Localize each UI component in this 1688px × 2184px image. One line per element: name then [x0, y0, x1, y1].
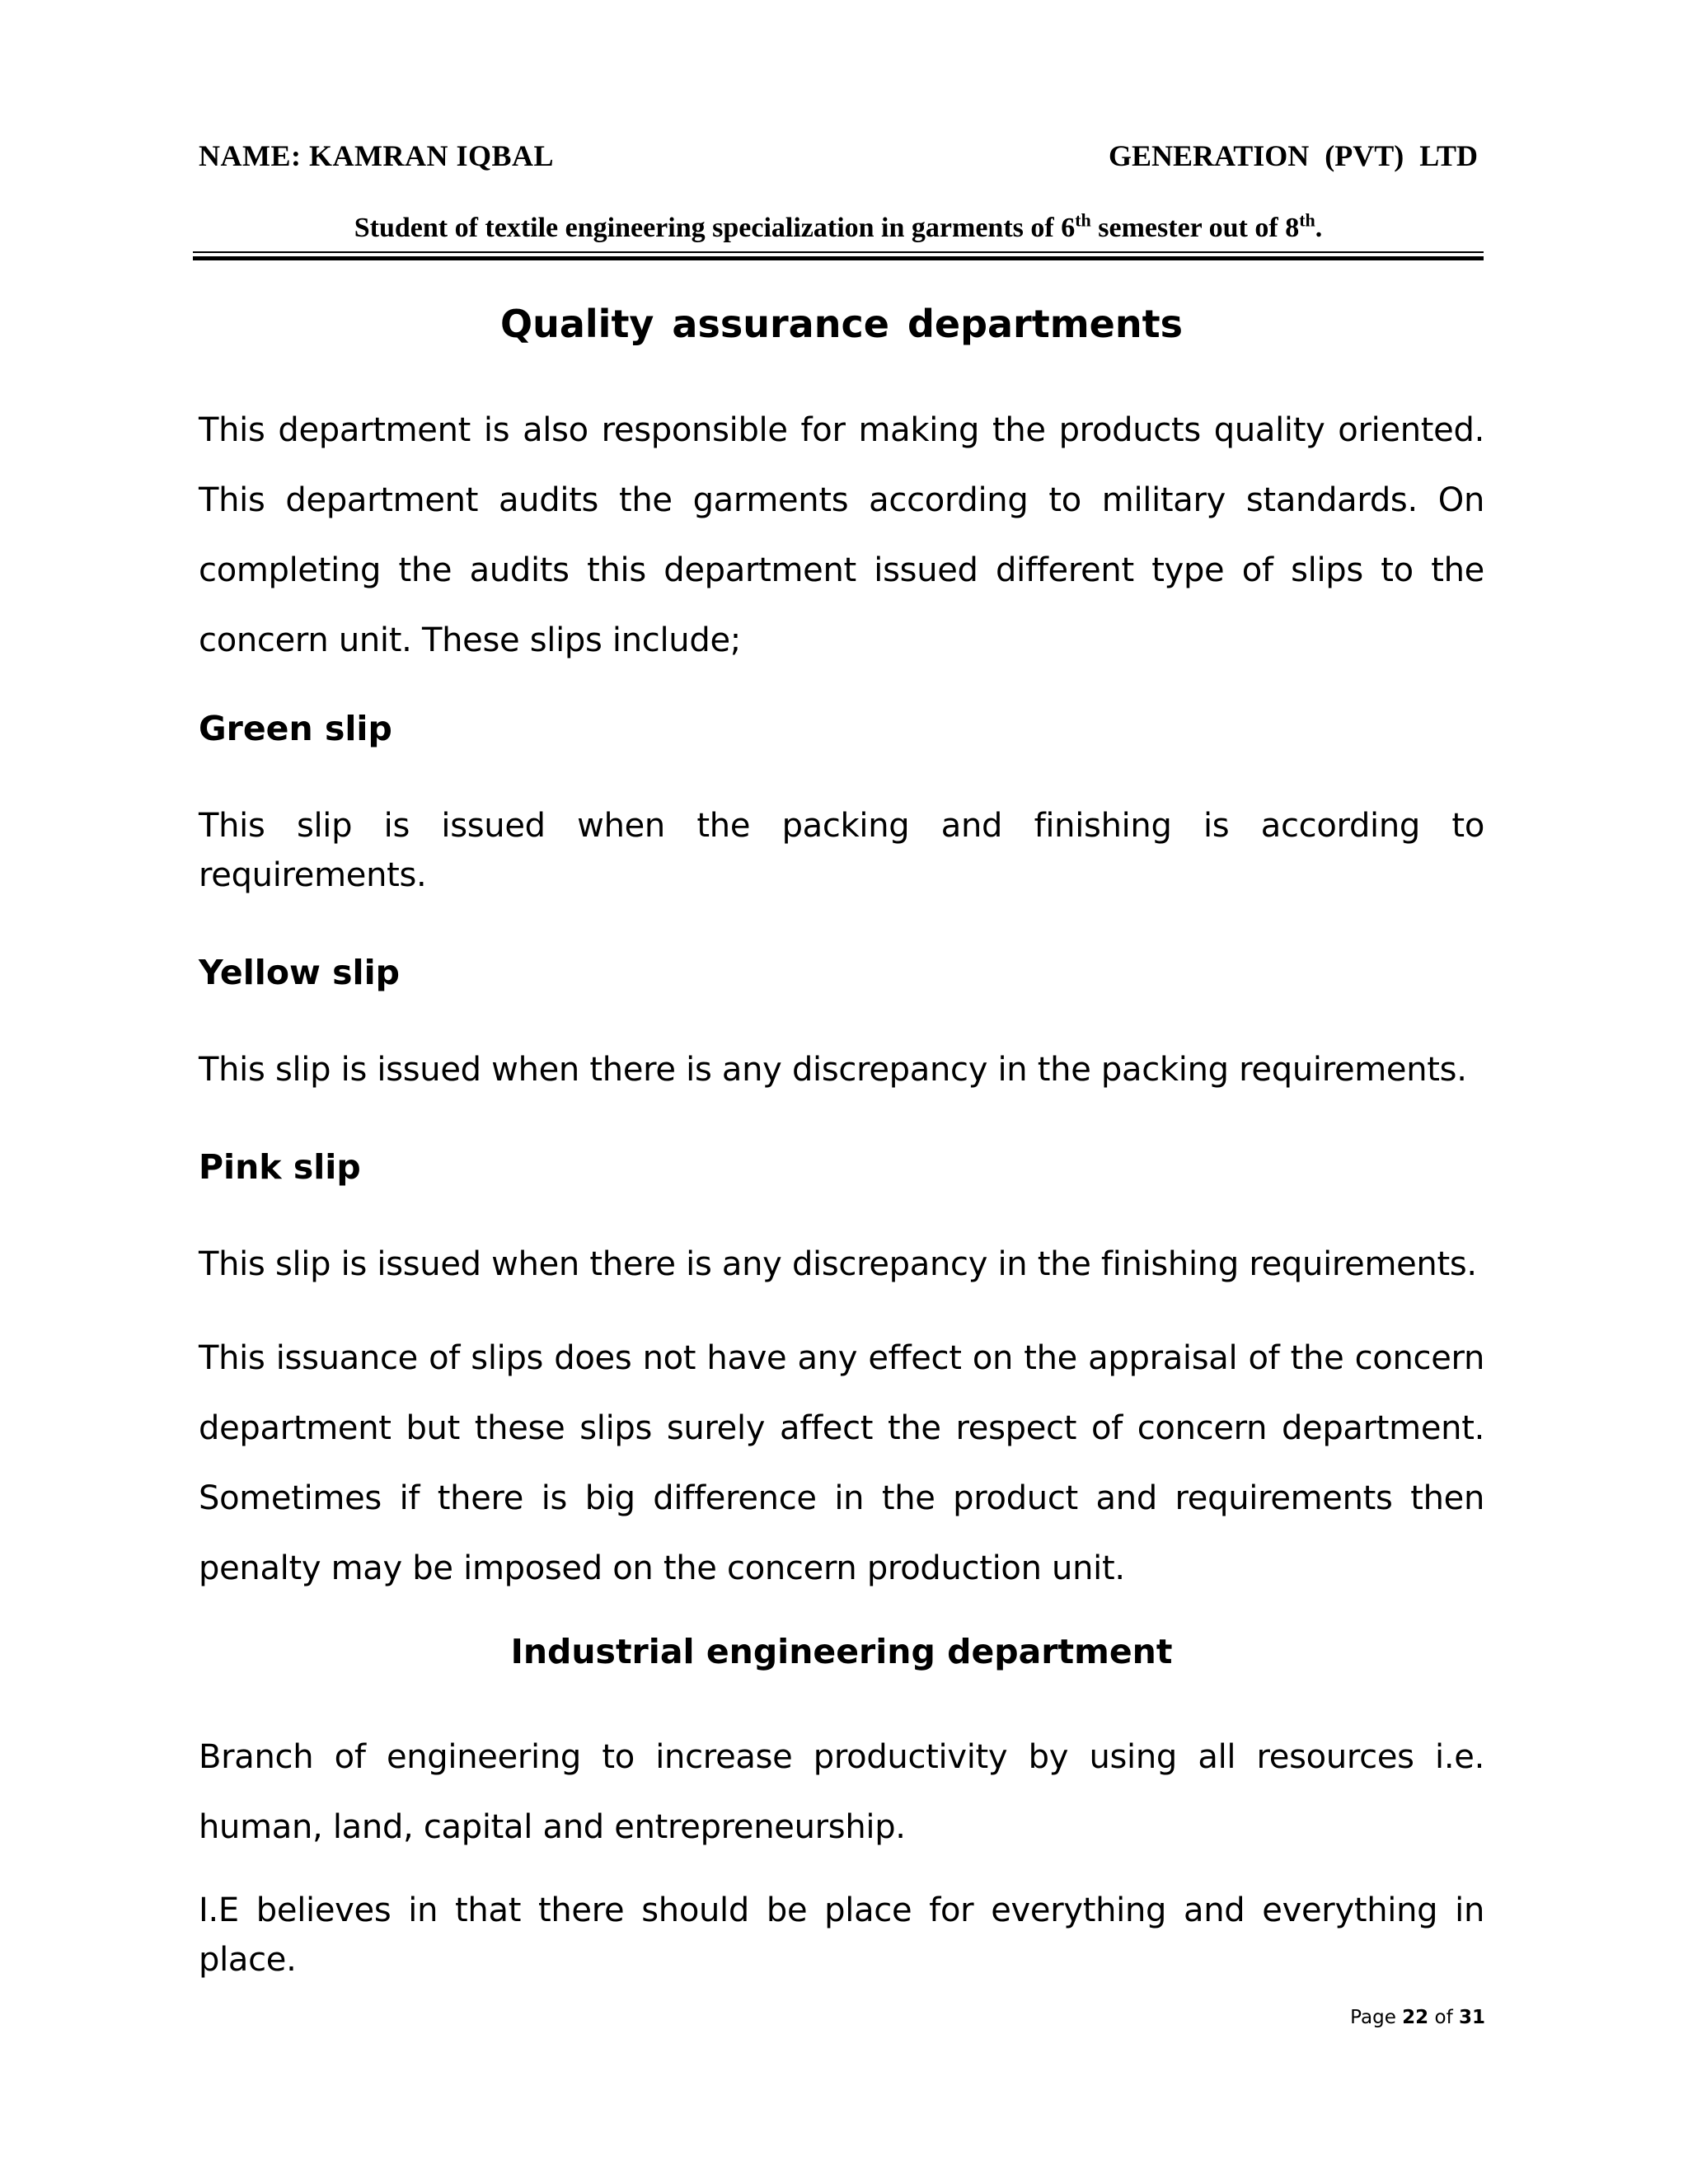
company-name: GENERATION (PVT) LTD	[1108, 139, 1478, 172]
green-slip-heading: Green slip	[199, 709, 392, 748]
page-content	[199, 297, 1484, 2032]
page-label: Page	[1350, 2007, 1396, 2028]
issuance-paragraph: This issuance of slips does not have any effect on the appraisal of the concern department but these slips surely affect the respect of concern department. Sometimes if there is big difference in the product and requirements then penalty may be imposed on the concern production unit.	[199, 1339, 1484, 1587]
student-text-a: Student of textile engineering specialization in garments of 6	[354, 213, 1076, 243]
ie-belief-paragraph: I.E believes in that there should be place for everything and everything in place.	[199, 1891, 1484, 1979]
of-label: of	[1434, 2007, 1453, 2028]
ie-paragraph: Branch of engineering to increase productivity by using all resources i.e. human, land, capital and entrepreneurship.	[199, 1738, 1484, 1846]
student-info	[199, 209, 1478, 244]
student-sup-a: th	[1075, 209, 1091, 231]
student-sup-b: th	[1299, 209, 1315, 231]
header-divider-thick	[193, 256, 1484, 260]
green-slip-text: This slip is issued when the packing and finishing is according to requirements.	[199, 807, 1484, 894]
pink-slip-heading: Pink slip	[199, 1147, 361, 1187]
pink-slip-text: This slip is issued when there is any discrepancy in the finishing requirements.	[199, 1245, 1477, 1283]
student-text-b: semester out of 8	[1090, 213, 1300, 243]
section-title: Quality assurance departments	[500, 302, 1183, 346]
author-name: NAME: KAMRAN IQBAL	[199, 139, 554, 172]
page-number-footer	[1350, 2007, 1485, 2028]
ie-heading: Industrial engineering department	[510, 1632, 1173, 1671]
yellow-slip-heading: Yellow slip	[199, 953, 401, 992]
page-number: 22	[1402, 2007, 1429, 2028]
header-divider-thin	[193, 251, 1484, 253]
yellow-slip-text: This slip is issued when there is any discrepancy in the packing requirements.	[199, 1051, 1467, 1089]
page-total: 31	[1458, 2007, 1485, 2028]
intro-paragraph: This department is also responsible for making the products quality oriented. This department audits the garments according to military standards. On completing the audits this department issued different type of slips to the concern unit. These slips include;	[199, 411, 1484, 659]
student-text-c: .	[1315, 213, 1323, 243]
page-header	[199, 138, 1478, 180]
